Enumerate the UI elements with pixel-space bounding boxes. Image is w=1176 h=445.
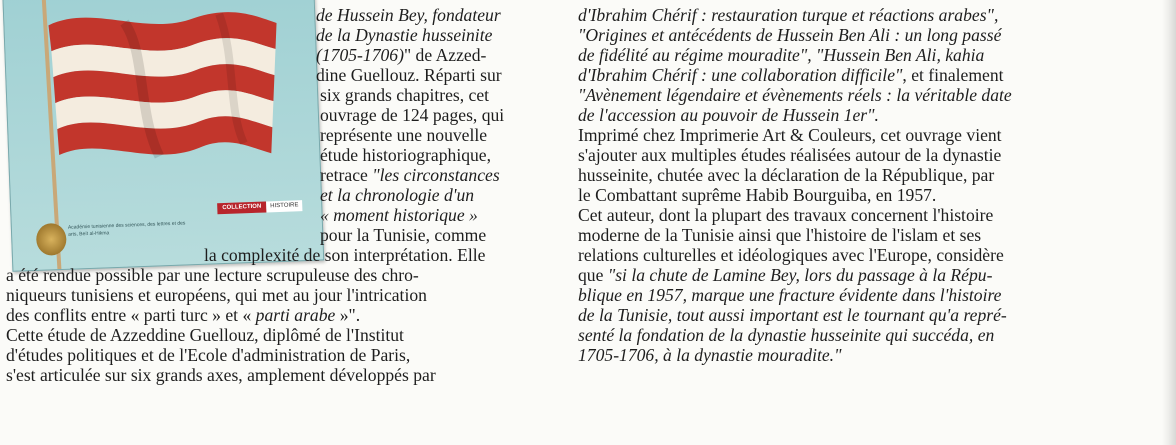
text-line: d'Ibrahim Chérif : une collaboration difficile", et finalement xyxy=(578,65,1004,85)
text-line: de fidélité au régime mouradite", "Hussein Ben Ali, kahia xyxy=(578,45,985,65)
text-line: de la Dynastie husseinite xyxy=(316,25,493,45)
page-fold-shadow xyxy=(1162,0,1176,445)
text-line: représente une nouvelle xyxy=(320,125,488,145)
text-line: pour la Tunisie, comme xyxy=(320,225,487,245)
text-line: Cette étude de Azzeddine Guellouz, diplômé de l'Institut xyxy=(6,325,404,345)
text-line: "Avènement légendaire et évènements réels : la véritable date xyxy=(578,85,1012,105)
text-line: de l'accession au pouvoir de Hussein 1er". xyxy=(578,105,879,125)
text-line: "Origines et antécédents de Hussein Ben Ali : un long passé xyxy=(578,25,1002,45)
book-cover-image xyxy=(2,0,324,272)
text-line: des conflits entre « parti turc » et « parti arabe »". xyxy=(6,305,361,325)
text-line: relations culturelles et idéologiques avec l'Europe, considère xyxy=(578,245,1004,265)
text-line: la complexité de son interprétation. Elle xyxy=(204,245,486,265)
collection-name: HISTOIRE xyxy=(266,200,303,212)
text-line: Imprimé chez Imprimerie Art & Couleurs, cet ouvrage vient xyxy=(578,125,1002,145)
text-line: 1705-1706, à la dynastie mouradite." xyxy=(578,345,842,365)
text-line: blique en 1957, marque une fracture évidente dans l'histoire xyxy=(578,285,1002,305)
text-line: husseinite, chutée avec la déclaration de la République, par xyxy=(578,165,995,185)
text-line: de Hussein Bey, fondateur xyxy=(316,5,501,25)
text-line: (1705-1706)" de Azzed- xyxy=(316,45,487,65)
text-line: s'est articulée sur six grands axes, amplement développés par xyxy=(6,365,436,385)
text-line: Cet auteur, dont la plupart des travaux concernent l'histoire xyxy=(578,205,994,225)
collection-label: COLLECTION xyxy=(217,201,266,214)
text-line: que "si la chute de Lamine Bey, lors du passage à la Répu- xyxy=(578,265,993,285)
text-line: dine Guellouz. Réparti sur xyxy=(316,65,502,85)
text-line: de la Tunisie, tout aussi important est le tournant qu'a repré- xyxy=(578,305,1007,325)
text-line: six grands chapitres, cet xyxy=(320,85,490,105)
text-line: ouvrage de 124 pages, qui xyxy=(320,105,505,125)
academy-name: Académie tunisienne des sciences, des lettres et des arts, Beït al-Hikma xyxy=(67,220,186,238)
text-line: niqueurs tunisiens et européens, qui met au jour l'intrication xyxy=(6,285,427,305)
text-line: senté la fondation de la dynastie husseinite qui succéda, en xyxy=(578,325,995,345)
text-line: moderne de la Tunisie ainsi que l'histoire de l'islam et ses xyxy=(578,225,982,245)
text-line: a été rendue possible par une lecture scrupuleuse des chro- xyxy=(6,265,419,285)
text-line: et la chronologie d'un xyxy=(320,185,475,205)
text-line: étude historiographique, xyxy=(320,145,492,165)
text-line: s'ajouter aux multiples études réalisées autour de la dynastie xyxy=(578,145,1002,165)
text-line: « moment historique » xyxy=(320,205,478,225)
text-line: d'Ibrahim Chérif : restauration turque et réactions arabes", xyxy=(578,5,999,25)
text-line: le Combattant suprême Habib Bourguiba, en 1957. xyxy=(578,185,937,205)
text-line: retrace "les circonstances xyxy=(320,165,500,185)
text-line: d'études politiques et de l'Ecole d'administration de Paris, xyxy=(6,345,411,365)
